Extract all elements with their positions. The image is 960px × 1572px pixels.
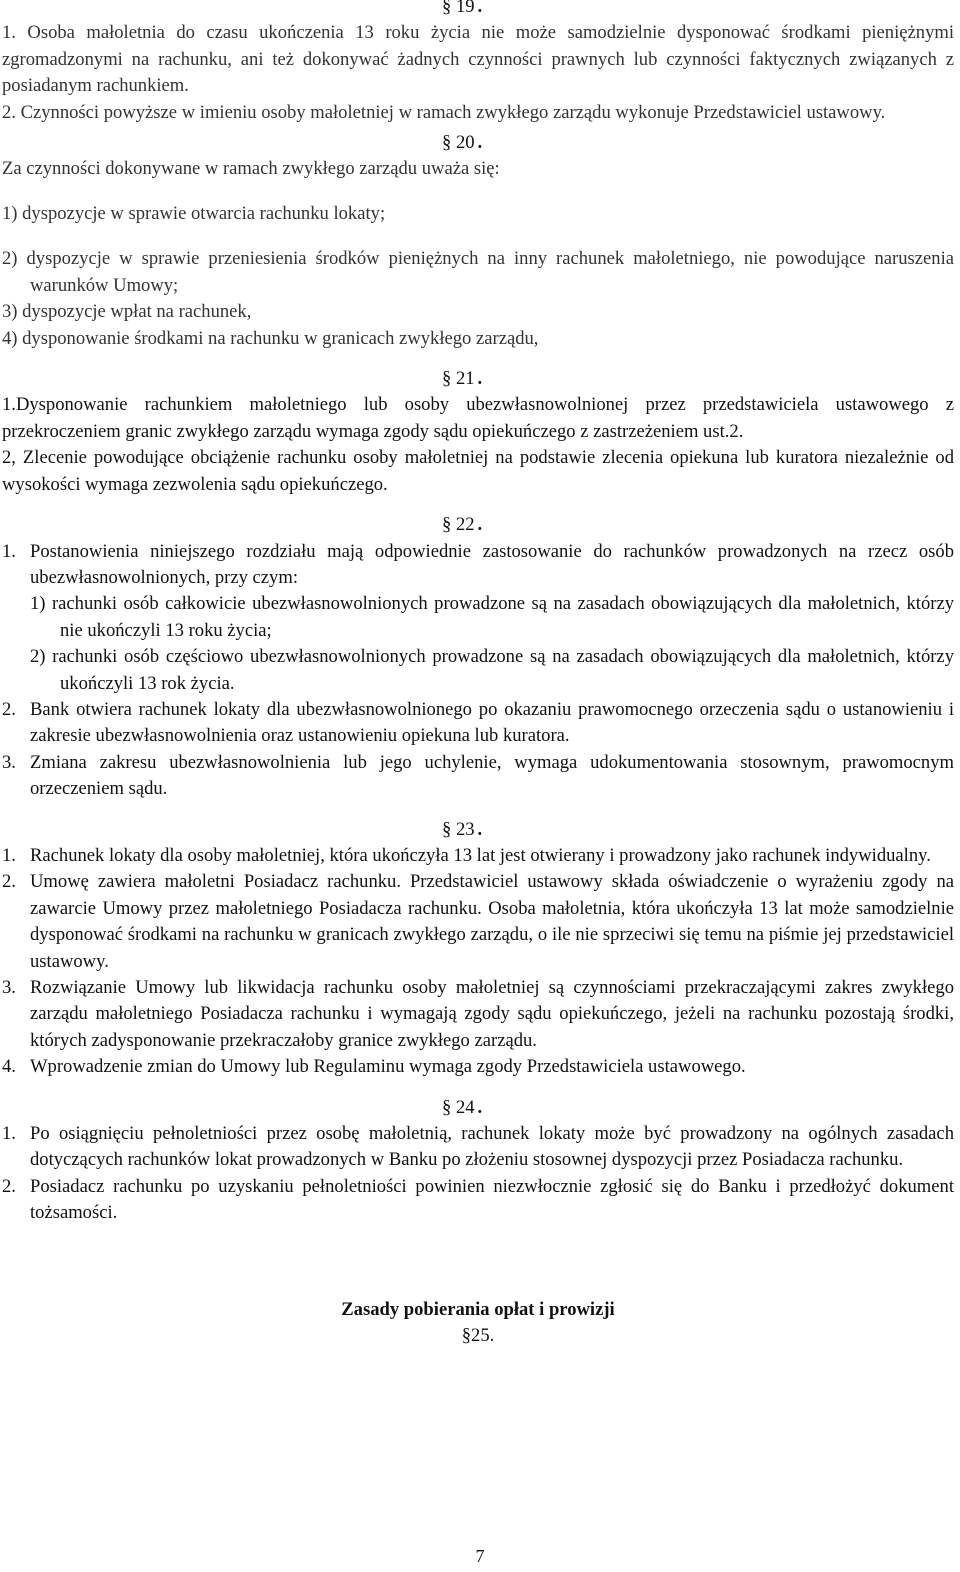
section-22-title: § 22 . — [442, 514, 483, 536]
section-24-title: § 24 . — [442, 1096, 483, 1118]
s23-item-1 — [2, 843, 954, 869]
s24-item-2-text: Posiadacz rachunku po uzyskaniu pełnoletniości powinien niezwłocznie zgłosić się do Banku i przedłożyć dokument tożsamości. — [30, 1175, 954, 1224]
s22-item-3-number: 3. — [2, 751, 16, 773]
s23-item-2-number: 2. — [2, 871, 16, 893]
s22-item-1-text: Postanowienia niniejszego rozdziału mają odpowiednie zastosowanie do rachunków prowadzonych na rzecz osób ubezwłasnowolnionych, przy czym: — [30, 540, 954, 588]
s24-item-2-number: 2. — [2, 1175, 16, 1197]
s23-item-1-text: Rachunek lokaty dla osoby małoletniej, która ukończyła 13 lat jest otwierany i prowadzony jako rachunek indywidualny. — [30, 844, 931, 866]
s21-paragraph-2: 2, Zlecenie powodujące obciążenie rachunku osoby małoletniej na podstawie zlecenia opiekuna lub kuratora niezależnie od wysokości wymaga zezwolenia sądu opiekuńczego. — [2, 447, 954, 495]
s22-item-2-text: Bank otwiera rachunek lokaty dla ubezwłasnowolnionego po okazaniu prawomocnego orzeczenia sądu o ustanowieniu i zakresie ubezwłasnowolnienia oraz ustanowieniu opiekuna lub kuratora. — [30, 698, 954, 747]
s22-item-2-number: 2. — [2, 698, 16, 720]
s19-paragraph-2: 2. Czynności powyższe w imieniu osoby małoletniej w ramach zwykłego zarządu wykonuje Przedstawiciel ustawowy. — [2, 101, 886, 123]
s20-intro: Za czynności dokonywane w ramach zwykłego zarządu uważa się: — [2, 158, 500, 180]
s24-item-2 — [2, 1174, 954, 1227]
s24-item-1-text: Po osiągnięciu pełnoletniości przez osobę małoletnią, rachunek lokaty może być prowadzony na ogólnych zasadach dotyczących rachunków lokat prowadzonych w Banku po złożeniu stosownej dyspozycji przez Posiadacza rachunku. — [30, 1123, 954, 1171]
chapter-heading: Zasady pobierania opłat i prowizji — [341, 1298, 615, 1320]
s23-item-3-text: Rozwiązanie Umowy lub likwidacja rachunku osoby małoletniej są czynnościami przekraczającymi zakres zwykłego zarządu małoletniego Posiadacza rachunku i wymagają zgody sądu opiekuńczego, jeżeli na rachunku pozostają środki, których zadysponowanie przekraczałoby granice zwykłego zarządu. — [30, 977, 954, 1051]
section-23-title: § 23 . — [442, 818, 483, 840]
s23-item-4-number: 4. — [2, 1056, 16, 1078]
s22-item-1-number: 1. — [2, 540, 16, 562]
s23-item-2-text: Umowę zawiera małoletni Posiadacz rachunku. Przedstawiciel ustawowy składa oświadczenie o wyrażeniu zgody na zawarcie Umowy przez małoletniego Posiadacza rachunku. Osoba małoletnia, która ukończyła 13 lat może samodzielnie dysponować środkami na rachunku w granicach zwykłego zarządu, o ile nie sprzeciwi się temu na piśmie jej przedstawiciel ustawowy. — [30, 871, 954, 972]
s22-subitem-1: 1) rachunki osób całkowicie ubezwłasnowolnionych prowadzone są na zasadach obowiązujących dla małoletnich, którzy nie ukończyli 13 roku życia; — [30, 593, 954, 641]
s20-item-3: 3) dyspozycje wpłat na rachunek, — [2, 301, 252, 323]
s22-item-1 — [2, 539, 954, 592]
section-21-title: § 21 . — [442, 368, 483, 390]
section-20-title: § 20 . — [442, 132, 483, 154]
s22-item-3 — [2, 750, 954, 803]
s20-item-4: 4) dysponowanie środkami na rachunku w granicach zwykłego zarządu, — [2, 327, 539, 349]
s21-paragraph-1: 1.Dysponowanie rachunkiem małoletniego lub osoby ubezwłasnowolnionej przez przedstawiciela ustawowego z przekroczeniem granic zwykłego zarządu wymaga zgody sądu opiekuńczego z zastrzeżeniem ust.2. — [2, 394, 954, 442]
s23-item-4 — [2, 1054, 954, 1080]
s23-item-2 — [2, 869, 954, 975]
section-25-title: §25. — [461, 1324, 495, 1346]
s23-item-1-number: 1. — [2, 844, 16, 866]
section-19-title: § 19 . — [442, 0, 483, 17]
page-number: 7 — [475, 1546, 485, 1566]
s23-item-4-text: Wprowadzenie zmian do Umowy lub Regulaminu wymaga zgody Przedstawiciela ustawowego. — [30, 1056, 746, 1078]
s23-item-3 — [2, 975, 954, 1054]
s24-item-1 — [2, 1121, 954, 1174]
s23-item-3-number: 3. — [2, 977, 16, 998]
document-page — [2, 0, 954, 1349]
s22-item-2 — [2, 697, 954, 750]
s19-paragraph-1: 1. Osoba małoletnia do czasu ukończenia 13 roku życia nie może samodzielnie dysponować środkami pieniężnymi zgromadzonymi na rachunku, ani też dokonywać żadnych czynności prawnych lub czynności faktycznych związanych z posiadanym rachunkiem. — [2, 22, 954, 97]
s20-item-1: 1) dyspozycje w sprawie otwarcia rachunku lokaty; — [2, 203, 386, 225]
s22-item-3-text: Zmiana zakresu ubezwłasnowolnienia lub jego uchylenie, wymaga udokumentowania stosownym, prawomocnym orzeczeniem sądu. — [30, 751, 954, 800]
s24-item-1-number: 1. — [2, 1123, 16, 1145]
s20-item-2: 2) dyspozycje w sprawie przeniesienia środków pieniężnych na inny rachunek małoletniego, nie powodujące naruszenia warunków Umowy; — [2, 248, 954, 296]
s22-subitem-2: 2) rachunki osób częściowo ubezwłasnowolnionych prowadzone są na zasadach obowiązujących dla małoletnich, którzy ukończyli 13 rok życia. — [30, 646, 954, 694]
